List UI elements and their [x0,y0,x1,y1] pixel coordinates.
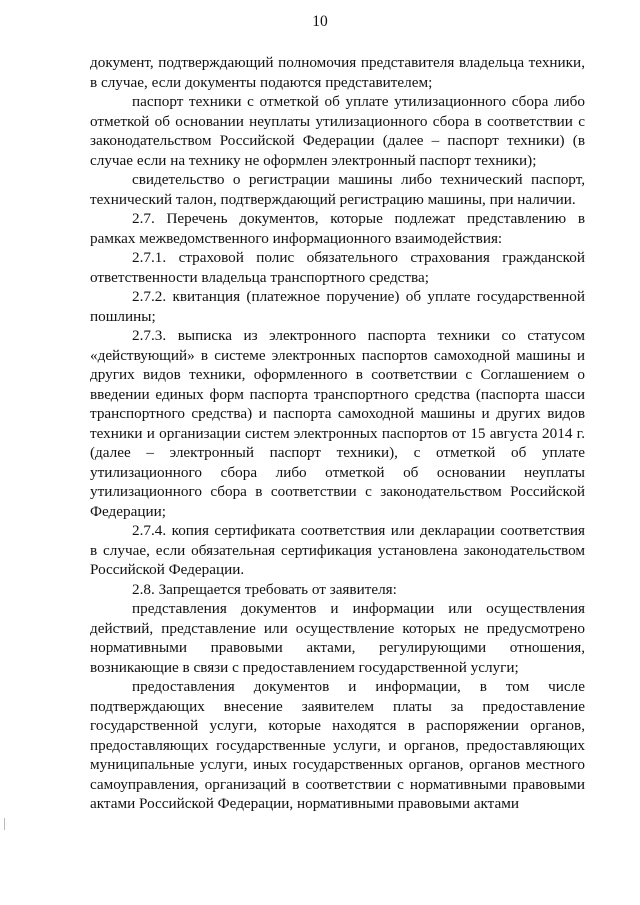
paragraph-2-7-1: 2.7.1. страховой полис обязательного страхования гражданской ответственности владельца транспортного средства; [90,249,585,286]
paragraph-2-7-2: 2.7.2. квитанция (платежное поручение) об уплате государственной пошлины; [90,288,585,325]
page-number: 10 [312,13,328,30]
paragraph-2-8: 2.8. Запрещается требовать от заявителя: [132,580,397,598]
scan-edge-mark [4,818,5,830]
paragraph-registration-certificate: свидетельство о регистрации машины либо технический паспорт, технический талон, подтверждающий регистрацию машины, при наличии. [90,171,585,208]
paragraph-prohibition-documents: предоставления документов и информации, в том числе подтверждающих внесение заявителем платы за предоставление государственной услуги, которые находятся в распоряжении органов, предоставляющих государственные услуги, и органов, предоставляющих муниципальные услуги, иных государственных органов, органов местного самоуправления, организаций в соответствии с нормативными правовыми актами Российской Федерации, нормативными правовыми актами [90,678,585,812]
paragraph-vehicle-passport: паспорт техники с отметкой об уплате утилизационного сбора либо отметкой об основании неуплаты утилизационного сбора в соответствии с законодательством Российской Федерации (далее – паспорт техники) (в случае если на технику не оформлен электронный паспорт техники); [90,93,585,169]
document-body [90,53,585,814]
paragraph-2-7-3: 2.7.3. выписка из электронного паспорта техники со статусом «действующий» в системе электронных паспортов самоходной машины и других видов техники, оформленного в соответствии с Соглашением о введении единых форм паспорта транспортного средства (паспорта шасси транспортного средства) и паспорта самоходной машины и других видов техники и организации систем электронных паспортов от 15 августа 2014 г. (далее – электронный паспорт техники), с отметкой об уплате утилизационного сбора либо отметкой об основании неуплаты утилизационного сбора в соответствии с законодательством Российской Федерации; [90,327,585,520]
paragraph-prohibition-actions: представления документов и информации или осуществления действий, представление или осуществление которых не предусмотрено нормативными правовыми актами, регулирующими отношения, возникающие в связи с предоставлением государственной услуги; [90,600,585,676]
paragraph-representative-document: документ, подтверждающий полномочия представителя владельца техники, в случае, если документы подаются представителем; [90,54,585,91]
paragraph-2-7: 2.7. Перечень документов, которые подлежат представлению в рамках межведомственного информационного взаимодействия: [90,210,585,247]
paragraph-2-7-4: 2.7.4. копия сертификата соответствия или декларации соответствия в случае, если обязательная сертификация установлена законодательством Российской Федерации. [90,522,585,578]
